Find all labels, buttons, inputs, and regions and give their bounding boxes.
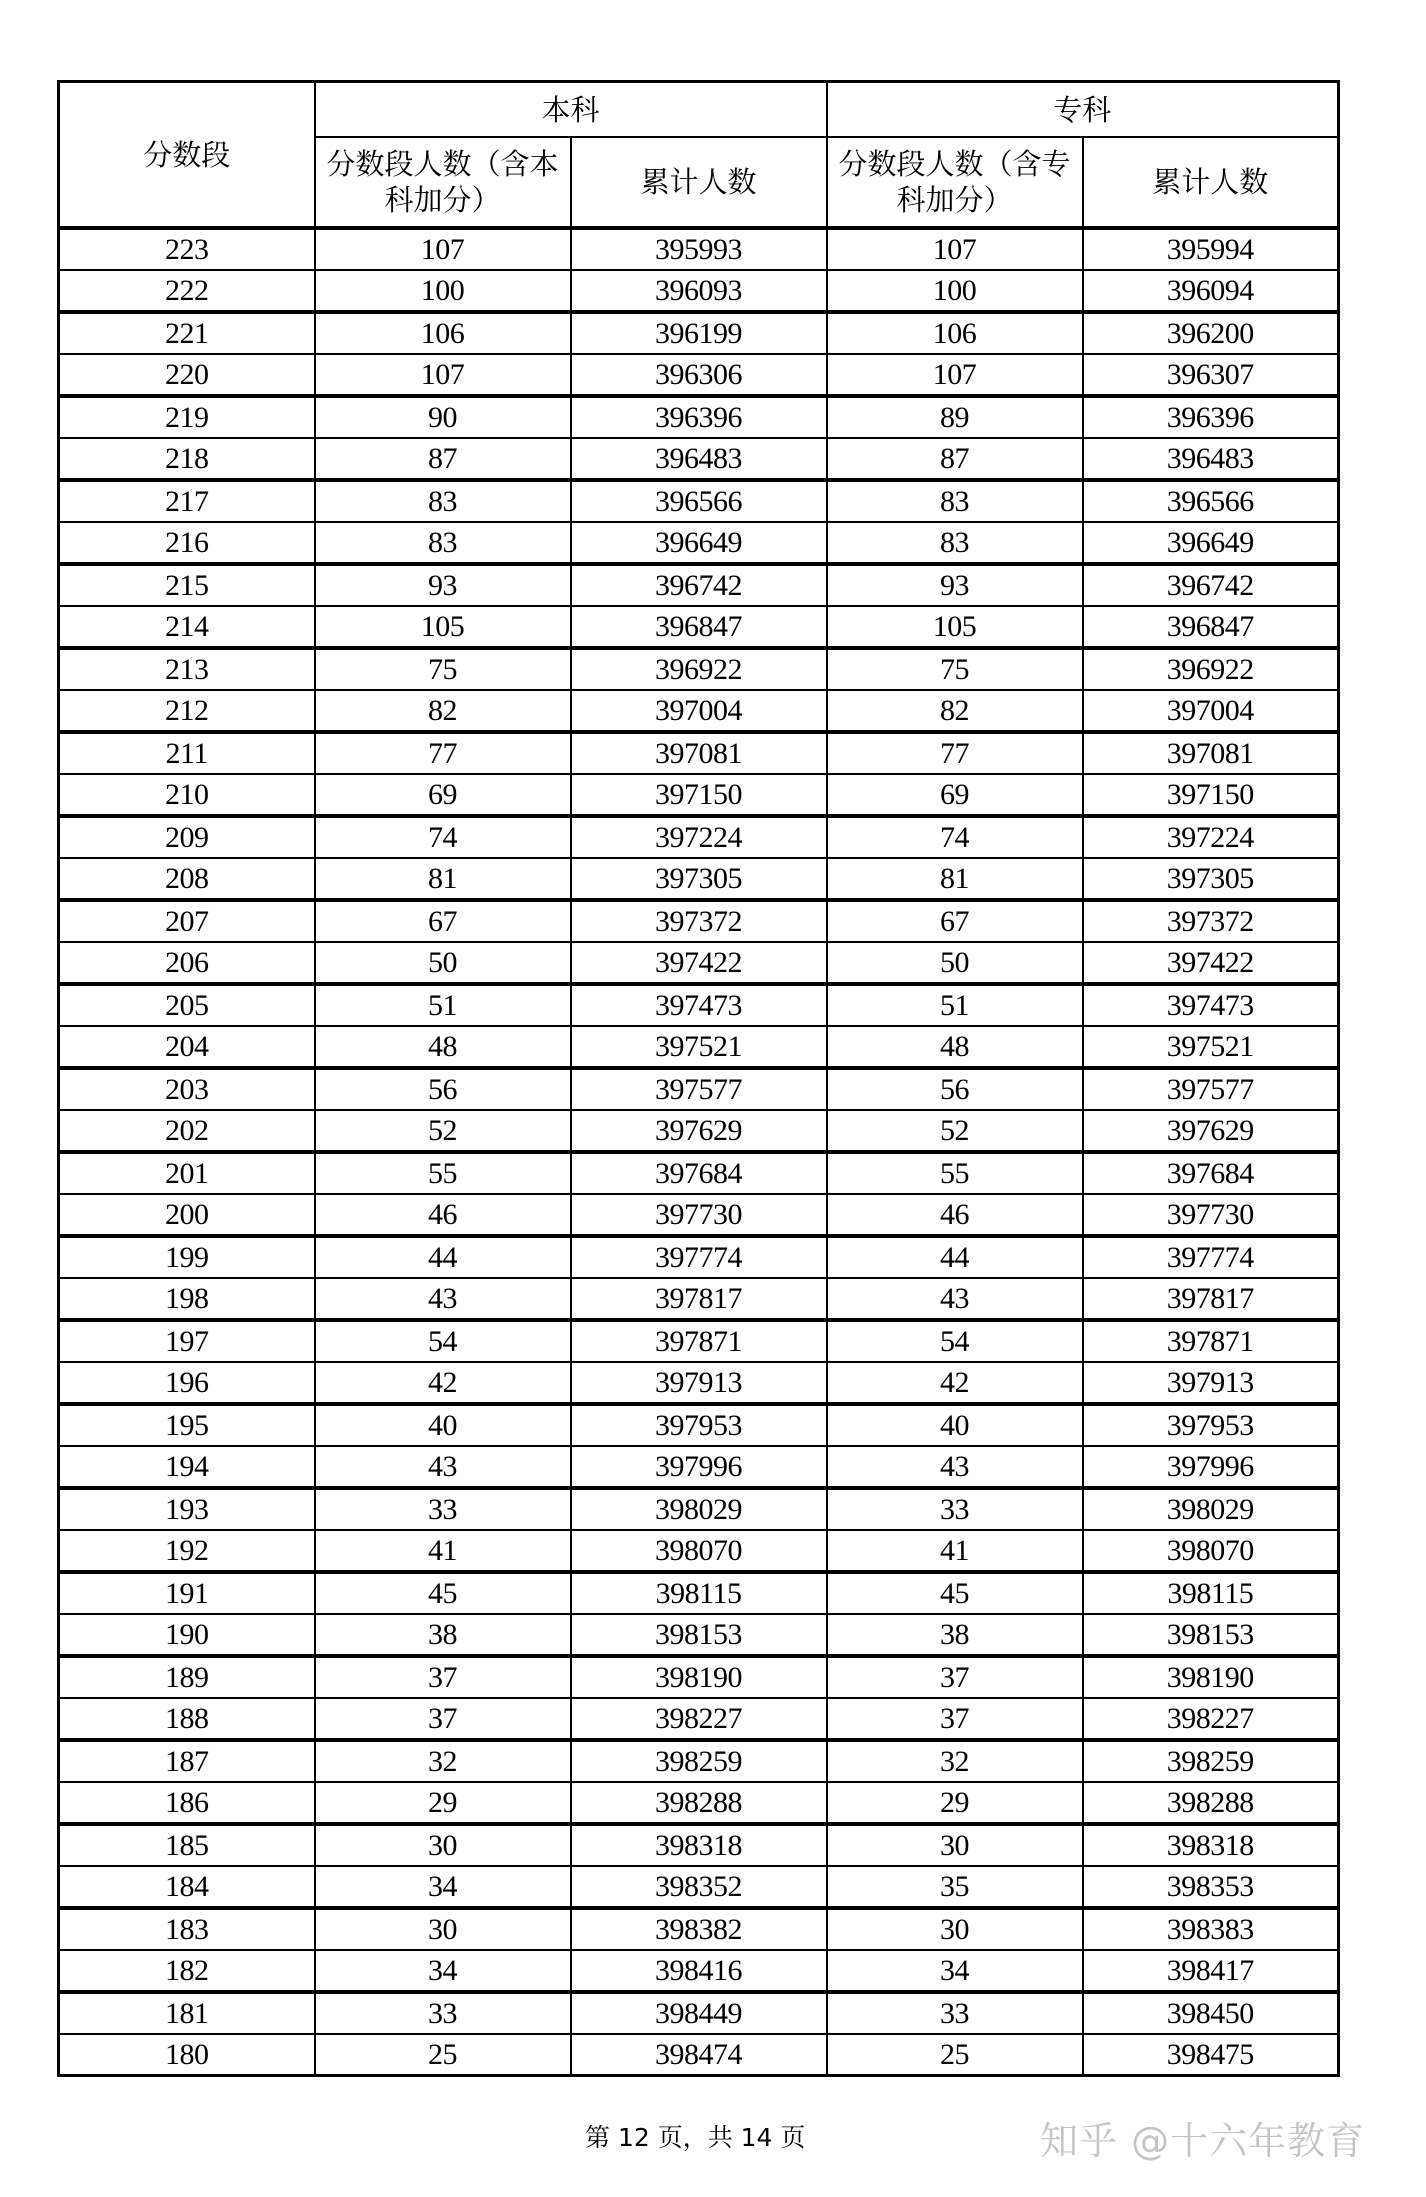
cell-undergrad-count: 107	[315, 228, 571, 270]
table-row	[59, 1362, 1339, 1404]
cell-undergrad-count: 42	[315, 1362, 571, 1404]
cell-undergrad-count: 55	[315, 1152, 571, 1194]
cell-junior-cumulative: 396566	[1083, 480, 1339, 522]
cell-score-band: 218	[59, 438, 315, 480]
cell-score-band: 196	[59, 1362, 315, 1404]
table-row	[59, 1446, 1339, 1488]
cell-score-band: 201	[59, 1152, 315, 1194]
cell-junior-count: 54	[827, 1320, 1083, 1362]
table-row	[59, 1110, 1339, 1152]
cell-score-band: 217	[59, 480, 315, 522]
cell-junior-cumulative: 397004	[1083, 690, 1339, 732]
cell-junior-count: 29	[827, 1782, 1083, 1824]
table-row	[59, 1656, 1339, 1698]
table-row	[59, 522, 1339, 564]
cell-undergrad-cumulative: 397372	[571, 900, 827, 942]
cell-junior-cumulative: 398227	[1083, 1698, 1339, 1740]
cell-junior-count: 89	[827, 396, 1083, 438]
table-row	[59, 900, 1339, 942]
cell-junior-cumulative: 397473	[1083, 984, 1339, 1026]
cell-undergrad-cumulative: 397577	[571, 1068, 827, 1110]
cell-junior-count: 46	[827, 1194, 1083, 1236]
cell-score-band: 190	[59, 1614, 315, 1656]
cell-score-band: 199	[59, 1236, 315, 1278]
table-row	[59, 774, 1339, 816]
cell-score-band: 189	[59, 1656, 315, 1698]
table-row	[59, 480, 1339, 522]
table-row	[59, 606, 1339, 648]
cell-undergrad-cumulative: 397871	[571, 1320, 827, 1362]
cell-undergrad-count: 30	[315, 1908, 571, 1950]
cell-junior-count: 82	[827, 690, 1083, 732]
cell-junior-count: 33	[827, 1992, 1083, 2034]
cell-junior-count: 56	[827, 1068, 1083, 1110]
table-row	[59, 1782, 1339, 1824]
cell-undergrad-cumulative: 397684	[571, 1152, 827, 1194]
cell-junior-cumulative: 398259	[1083, 1740, 1339, 1782]
cell-junior-count: 43	[827, 1278, 1083, 1320]
cell-undergrad-count: 56	[315, 1068, 571, 1110]
table-row	[59, 1488, 1339, 1530]
cell-junior-cumulative: 396649	[1083, 522, 1339, 564]
cell-junior-cumulative: 396847	[1083, 606, 1339, 648]
cell-junior-count: 52	[827, 1110, 1083, 1152]
cell-score-band: 213	[59, 648, 315, 690]
cell-undergrad-count: 33	[315, 1488, 571, 1530]
cell-undergrad-count: 75	[315, 648, 571, 690]
cell-undergrad-cumulative: 397996	[571, 1446, 827, 1488]
cell-junior-cumulative: 397629	[1083, 1110, 1339, 1152]
cell-score-band: 197	[59, 1320, 315, 1362]
cell-undergrad-count: 30	[315, 1824, 571, 1866]
cell-junior-count: 105	[827, 606, 1083, 648]
cell-junior-count: 81	[827, 858, 1083, 900]
cell-junior-count: 100	[827, 270, 1083, 312]
cell-junior-count: 74	[827, 816, 1083, 858]
table-row	[59, 1404, 1339, 1446]
cell-score-band: 219	[59, 396, 315, 438]
cell-undergrad-cumulative: 397629	[571, 1110, 827, 1152]
cell-junior-count: 107	[827, 228, 1083, 270]
table-row	[59, 2034, 1339, 2076]
cell-junior-count: 43	[827, 1446, 1083, 1488]
table-row	[59, 1698, 1339, 1740]
cell-junior-count: 37	[827, 1698, 1083, 1740]
cell-score-band: 207	[59, 900, 315, 942]
cell-undergrad-cumulative: 398416	[571, 1950, 827, 1992]
table-row	[59, 1026, 1339, 1068]
cell-undergrad-cumulative: 396396	[571, 396, 827, 438]
table-row	[59, 1194, 1339, 1236]
cell-score-band: 222	[59, 270, 315, 312]
cell-undergrad-count: 87	[315, 438, 571, 480]
cell-score-band: 183	[59, 1908, 315, 1950]
cell-junior-count: 45	[827, 1572, 1083, 1614]
cell-undergrad-count: 106	[315, 312, 571, 354]
cell-junior-count: 67	[827, 900, 1083, 942]
cell-junior-count: 107	[827, 354, 1083, 396]
cell-junior-cumulative: 397521	[1083, 1026, 1339, 1068]
cell-undergrad-cumulative: 398259	[571, 1740, 827, 1782]
page-indicator: 第 12 页，共 14 页	[585, 2123, 806, 2152]
cell-junior-count: 106	[827, 312, 1083, 354]
cell-undergrad-cumulative: 397422	[571, 942, 827, 984]
cell-junior-cumulative: 398153	[1083, 1614, 1339, 1656]
cell-junior-cumulative: 398475	[1083, 2034, 1339, 2076]
cell-undergrad-cumulative: 397305	[571, 858, 827, 900]
cell-score-band: 192	[59, 1530, 315, 1572]
cell-score-band: 182	[59, 1950, 315, 1992]
cell-undergrad-cumulative: 396742	[571, 564, 827, 606]
cell-score-band: 203	[59, 1068, 315, 1110]
cell-junior-count: 25	[827, 2034, 1083, 2076]
cell-undergrad-count: 33	[315, 1992, 571, 2034]
cell-junior-cumulative: 396922	[1083, 648, 1339, 690]
table-row	[59, 438, 1339, 480]
cell-undergrad-count: 37	[315, 1656, 571, 1698]
cell-undergrad-count: 83	[315, 522, 571, 564]
cell-score-band: 191	[59, 1572, 315, 1614]
table-row	[59, 1824, 1339, 1866]
cell-undergrad-cumulative: 397817	[571, 1278, 827, 1320]
table-body	[59, 228, 1339, 2076]
watermark: 知乎 @十六年教育	[1040, 2119, 1366, 2163]
cell-undergrad-cumulative: 398029	[571, 1488, 827, 1530]
cell-undergrad-count: 77	[315, 732, 571, 774]
cell-junior-count: 33	[827, 1488, 1083, 1530]
cell-junior-count: 35	[827, 1866, 1083, 1908]
cell-undergrad-count: 100	[315, 270, 571, 312]
cell-junior-cumulative: 397913	[1083, 1362, 1339, 1404]
cell-score-band: 209	[59, 816, 315, 858]
cell-undergrad-cumulative: 396566	[571, 480, 827, 522]
cell-junior-cumulative: 398029	[1083, 1488, 1339, 1530]
cell-undergrad-cumulative: 398449	[571, 1992, 827, 2034]
cell-junior-cumulative: 397996	[1083, 1446, 1339, 1488]
cell-junior-cumulative: 397305	[1083, 858, 1339, 900]
cell-junior-count: 50	[827, 942, 1083, 984]
cell-undergrad-count: 43	[315, 1278, 571, 1320]
cell-undergrad-cumulative: 398115	[571, 1572, 827, 1614]
cell-undergrad-count: 69	[315, 774, 571, 816]
table-row	[59, 354, 1339, 396]
cell-junior-cumulative: 397081	[1083, 732, 1339, 774]
cell-junior-cumulative: 397372	[1083, 900, 1339, 942]
cell-undergrad-cumulative: 396306	[571, 354, 827, 396]
cell-junior-count: 48	[827, 1026, 1083, 1068]
cell-junior-count: 83	[827, 522, 1083, 564]
cell-junior-cumulative: 397871	[1083, 1320, 1339, 1362]
cell-score-band: 180	[59, 2034, 315, 2076]
table-row	[59, 984, 1339, 1026]
cell-undergrad-cumulative: 398318	[571, 1824, 827, 1866]
header-undergrad-cumulative: 累计人数	[571, 137, 827, 228]
cell-undergrad-cumulative: 398474	[571, 2034, 827, 2076]
cell-undergrad-cumulative: 396847	[571, 606, 827, 648]
cell-undergrad-count: 48	[315, 1026, 571, 1068]
cell-junior-count: 51	[827, 984, 1083, 1026]
table-row	[59, 564, 1339, 606]
cell-undergrad-count: 52	[315, 1110, 571, 1152]
header-junior-group: 专科	[827, 82, 1339, 138]
cell-junior-cumulative: 397684	[1083, 1152, 1339, 1194]
cell-undergrad-count: 34	[315, 1950, 571, 1992]
cell-junior-count: 37	[827, 1656, 1083, 1698]
cell-undergrad-cumulative: 397150	[571, 774, 827, 816]
table-row	[59, 1530, 1339, 1572]
cell-junior-cumulative: 396396	[1083, 396, 1339, 438]
cell-score-band: 204	[59, 1026, 315, 1068]
cell-junior-cumulative: 397422	[1083, 942, 1339, 984]
table-row	[59, 1950, 1339, 1992]
cell-undergrad-count: 93	[315, 564, 571, 606]
cell-undergrad-count: 45	[315, 1572, 571, 1614]
cell-junior-cumulative: 396094	[1083, 270, 1339, 312]
cell-undergrad-count: 43	[315, 1446, 571, 1488]
cell-undergrad-cumulative: 397774	[571, 1236, 827, 1278]
cell-undergrad-cumulative: 396483	[571, 438, 827, 480]
cell-score-band: 221	[59, 312, 315, 354]
table-row	[59, 1740, 1339, 1782]
cell-undergrad-cumulative: 397081	[571, 732, 827, 774]
table-row	[59, 648, 1339, 690]
cell-undergrad-count: 50	[315, 942, 571, 984]
cell-junior-count: 75	[827, 648, 1083, 690]
table-row	[59, 816, 1339, 858]
table-row	[59, 1572, 1339, 1614]
cell-undergrad-cumulative: 398070	[571, 1530, 827, 1572]
cell-undergrad-count: 51	[315, 984, 571, 1026]
table-row	[59, 942, 1339, 984]
cell-junior-cumulative: 396742	[1083, 564, 1339, 606]
cell-undergrad-cumulative: 398153	[571, 1614, 827, 1656]
cell-score-band: 193	[59, 1488, 315, 1530]
table-row	[59, 1908, 1339, 1950]
table-row	[59, 732, 1339, 774]
cell-score-band: 195	[59, 1404, 315, 1446]
cell-undergrad-count: 25	[315, 2034, 571, 2076]
cell-score-band: 187	[59, 1740, 315, 1782]
cell-undergrad-cumulative: 398352	[571, 1866, 827, 1908]
cell-junior-cumulative: 398450	[1083, 1992, 1339, 2034]
header-junior-count: 分数段人数（含专科加分）	[827, 137, 1083, 228]
cell-score-band: 186	[59, 1782, 315, 1824]
cell-score-band: 184	[59, 1866, 315, 1908]
cell-score-band: 214	[59, 606, 315, 648]
cell-junior-cumulative: 398383	[1083, 1908, 1339, 1950]
cell-junior-count: 40	[827, 1404, 1083, 1446]
cell-junior-cumulative: 398070	[1083, 1530, 1339, 1572]
cell-score-band: 202	[59, 1110, 315, 1152]
cell-undergrad-count: 83	[315, 480, 571, 522]
cell-undergrad-cumulative: 395993	[571, 228, 827, 270]
cell-undergrad-cumulative: 398227	[571, 1698, 827, 1740]
header-score-band: 分数段	[59, 82, 315, 229]
cell-junior-count: 87	[827, 438, 1083, 480]
cell-undergrad-cumulative: 397004	[571, 690, 827, 732]
cell-junior-cumulative: 398288	[1083, 1782, 1339, 1824]
cell-undergrad-count: 54	[315, 1320, 571, 1362]
table-row	[59, 858, 1339, 900]
cell-undergrad-cumulative: 396199	[571, 312, 827, 354]
cell-junior-count: 34	[827, 1950, 1083, 1992]
cell-junior-cumulative: 397953	[1083, 1404, 1339, 1446]
cell-undergrad-count: 38	[315, 1614, 571, 1656]
cell-junior-cumulative: 397150	[1083, 774, 1339, 816]
cell-undergrad-cumulative: 398190	[571, 1656, 827, 1698]
cell-junior-cumulative: 396307	[1083, 354, 1339, 396]
cell-junior-cumulative: 397224	[1083, 816, 1339, 858]
header-junior-cumulative: 累计人数	[1083, 137, 1339, 228]
cell-junior-cumulative: 398353	[1083, 1866, 1339, 1908]
cell-junior-count: 30	[827, 1824, 1083, 1866]
cell-undergrad-cumulative: 397913	[571, 1362, 827, 1404]
cell-undergrad-count: 34	[315, 1866, 571, 1908]
cell-undergrad-cumulative: 397224	[571, 816, 827, 858]
cell-undergrad-count: 40	[315, 1404, 571, 1446]
table-row	[59, 396, 1339, 438]
cell-score-band: 194	[59, 1446, 315, 1488]
cell-score-band: 185	[59, 1824, 315, 1866]
table-row	[59, 1614, 1339, 1656]
cell-undergrad-cumulative: 398382	[571, 1908, 827, 1950]
cell-score-band: 206	[59, 942, 315, 984]
table-row	[59, 1152, 1339, 1194]
table-row	[59, 1068, 1339, 1110]
cell-junior-cumulative: 398115	[1083, 1572, 1339, 1614]
cell-junior-count: 83	[827, 480, 1083, 522]
table-row	[59, 1866, 1339, 1908]
cell-junior-count: 55	[827, 1152, 1083, 1194]
cell-undergrad-cumulative: 398288	[571, 1782, 827, 1824]
cell-score-band: 181	[59, 1992, 315, 2034]
score-distribution-table	[57, 80, 1340, 2077]
cell-undergrad-count: 81	[315, 858, 571, 900]
cell-junior-cumulative: 397817	[1083, 1278, 1339, 1320]
cell-score-band: 212	[59, 690, 315, 732]
cell-undergrad-count: 90	[315, 396, 571, 438]
table-row	[59, 270, 1339, 312]
table-row	[59, 228, 1339, 270]
cell-junior-cumulative: 395994	[1083, 228, 1339, 270]
table-row	[59, 1992, 1339, 2034]
table-row	[59, 1320, 1339, 1362]
cell-junior-cumulative: 398190	[1083, 1656, 1339, 1698]
cell-undergrad-count: 41	[315, 1530, 571, 1572]
table-row	[59, 690, 1339, 732]
cell-undergrad-count: 67	[315, 900, 571, 942]
cell-undergrad-cumulative: 397953	[571, 1404, 827, 1446]
cell-score-band: 205	[59, 984, 315, 1026]
cell-junior-cumulative: 397730	[1083, 1194, 1339, 1236]
cell-score-band: 188	[59, 1698, 315, 1740]
cell-undergrad-count: 44	[315, 1236, 571, 1278]
cell-undergrad-count: 107	[315, 354, 571, 396]
cell-score-band: 220	[59, 354, 315, 396]
cell-score-band: 215	[59, 564, 315, 606]
cell-score-band: 216	[59, 522, 315, 564]
cell-undergrad-cumulative: 397521	[571, 1026, 827, 1068]
cell-junior-count: 30	[827, 1908, 1083, 1950]
cell-junior-cumulative: 397577	[1083, 1068, 1339, 1110]
cell-score-band: 211	[59, 732, 315, 774]
cell-junior-cumulative: 396483	[1083, 438, 1339, 480]
cell-undergrad-count: 46	[315, 1194, 571, 1236]
header-undergrad-count: 分数段人数（含本科加分）	[315, 137, 571, 228]
table-row	[59, 1236, 1339, 1278]
cell-junior-count: 44	[827, 1236, 1083, 1278]
cell-junior-cumulative: 398417	[1083, 1950, 1339, 1992]
cell-score-band: 210	[59, 774, 315, 816]
cell-score-band: 200	[59, 1194, 315, 1236]
header-undergrad-group: 本科	[315, 82, 827, 138]
cell-junior-count: 32	[827, 1740, 1083, 1782]
cell-junior-cumulative: 396200	[1083, 312, 1339, 354]
cell-undergrad-count: 29	[315, 1782, 571, 1824]
cell-score-band: 208	[59, 858, 315, 900]
cell-junior-count: 42	[827, 1362, 1083, 1404]
cell-undergrad-cumulative: 397730	[571, 1194, 827, 1236]
cell-junior-count: 41	[827, 1530, 1083, 1572]
cell-undergrad-count: 105	[315, 606, 571, 648]
cell-undergrad-cumulative: 396093	[571, 270, 827, 312]
cell-undergrad-count: 82	[315, 690, 571, 732]
cell-score-band: 198	[59, 1278, 315, 1320]
cell-junior-cumulative: 397774	[1083, 1236, 1339, 1278]
table-row	[59, 1278, 1339, 1320]
cell-undergrad-cumulative: 396649	[571, 522, 827, 564]
cell-undergrad-cumulative: 396922	[571, 648, 827, 690]
cell-junior-cumulative: 398318	[1083, 1824, 1339, 1866]
cell-undergrad-count: 37	[315, 1698, 571, 1740]
cell-junior-count: 69	[827, 774, 1083, 816]
cell-junior-count: 38	[827, 1614, 1083, 1656]
cell-junior-count: 77	[827, 732, 1083, 774]
table-row	[59, 312, 1339, 354]
cell-junior-count: 93	[827, 564, 1083, 606]
cell-undergrad-count: 32	[315, 1740, 571, 1782]
cell-undergrad-count: 74	[315, 816, 571, 858]
cell-score-band: 223	[59, 228, 315, 270]
cell-undergrad-cumulative: 397473	[571, 984, 827, 1026]
